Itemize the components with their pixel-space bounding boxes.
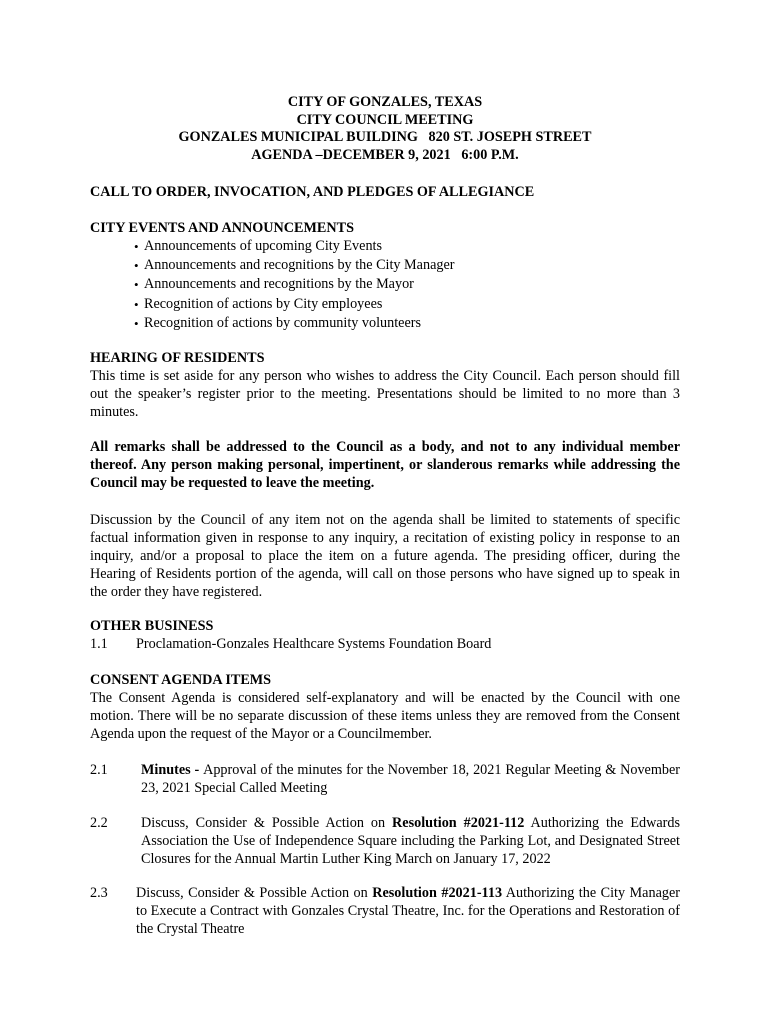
item-text-pre: Discuss, Consider & Possible Action on: [141, 815, 393, 831]
meeting-name: CITY COUNCIL MEETING: [296, 111, 474, 128]
events-list: [90, 237, 680, 333]
meeting-location: GONZALES MUNICIPAL BUILDING 820 ST. JOSEPH STREET: [178, 129, 592, 145]
agenda-item: [90, 814, 680, 868]
hearing-section: [90, 349, 680, 421]
events-section: [90, 219, 680, 333]
consent-section: [90, 671, 680, 743]
item-number: 2.1: [90, 762, 108, 778]
call-to-order-heading: CALL TO ORDER, INVOCATION, AND PLEDGES OF ALLEGIANCE: [90, 184, 535, 200]
item-text-pre: Discuss, Consider & Possible Action on: [136, 885, 373, 901]
list-item-text: Recognition of actions by City employees: [144, 295, 383, 312]
other-business-heading: OTHER BUSINESS: [90, 618, 214, 634]
item-text: [136, 884, 680, 938]
list-item-text: Announcements of upcoming City Events: [144, 238, 383, 254]
item-number: 2.2: [90, 815, 108, 831]
meeting-date: AGENDA –DECEMBER 9, 2021 6:00 P.M.: [251, 146, 519, 163]
hearing-heading: HEARING OF RESIDENTS: [90, 350, 265, 366]
list-item: [134, 256, 680, 275]
discussion-paragraph: Discussion by the Council of any item not on the agenda shall be limited to statements of specific factual information given in response to any inquiry, a recitation of existing policy in response to an inquiry, and/or a proposal to place the item on a future agenda. The presiding officer, during the Hearing of Residents portion of the agenda, will call on those persons who have signed up to speak in the order they have registered.: [90, 512, 680, 600]
item-text-bold: Resolution #2021-112: [392, 815, 525, 831]
list-item: [134, 237, 680, 256]
item-number: 2.3: [90, 885, 108, 901]
item-text-post: Authorizing the Edwards Association the Use of Independence Square including the Parking Lot, and Designated Street Closures for the Annual Martin Luther King March on January 17, 2022: [141, 815, 680, 867]
list-item: [134, 314, 680, 333]
item-text: [141, 814, 680, 868]
bullet-icon: •: [134, 296, 139, 312]
list-item-text: Announcements and recognitions by the City Manager: [144, 257, 455, 274]
item-text-bold: Minutes -: [141, 762, 204, 778]
item-text-bold: Resolution #2021-113: [372, 885, 503, 901]
remarks-notice: All remarks shall be addressed to the Council as a body, and not to any individual member thereof. Any person making personal, impertinent, or slanderous remarks while addressing the Council may be requested to leave the meeting.: [90, 439, 680, 491]
agenda-item: [90, 761, 680, 797]
consent-heading: CONSENT AGENDA ITEMS: [90, 672, 272, 688]
item-number: 1.1: [90, 636, 108, 652]
list-item-text: Recognition of actions by community volunteers: [144, 314, 422, 331]
item-text: Proclamation-Gonzales Healthcare Systems Foundation Board: [136, 636, 492, 652]
other-business-section: [90, 617, 680, 653]
hearing-paragraph: This time is set aside for any person who wishes to address the City Council. Each person should fill out the speaker’s register prior to the meeting. Presentations should be limited to no more than 3 minutes.: [90, 368, 680, 420]
bullet-icon: •: [134, 239, 139, 254]
agenda-item: [90, 635, 680, 653]
item-text-post: Approval of the minutes for the November 18, 2021 Regular Meeting & November 23, 2021 Special Called Meeting: [141, 762, 680, 796]
agenda-item: [90, 884, 680, 938]
consent-intro: The Consent Agenda is considered self-explanatory and will be enacted by the Council with one motion. There will be no separate discussion of these items unless they are removed from the Consent Agenda upon the request of the Mayor or a Councilmember.: [90, 690, 680, 742]
item-text: [141, 761, 680, 797]
agenda-header: [0, 94, 770, 164]
bullet-icon: •: [134, 258, 139, 274]
events-heading: CITY EVENTS AND ANNOUNCEMENTS: [90, 220, 354, 236]
list-item-text: Announcements and recognitions by the Mayor: [144, 276, 414, 293]
list-item: [134, 295, 680, 314]
bullet-icon: •: [134, 315, 139, 331]
city-name: CITY OF GONZALES, TEXAS: [287, 94, 483, 110]
bullet-icon: •: [134, 277, 139, 293]
item-text-post: Authorizing the City Manager to Execute a Contract with Gonzales Crystal Theatre, Inc. for the Operations and Restoration of the Crystal Theatre: [136, 885, 680, 937]
list-item: [134, 275, 680, 294]
